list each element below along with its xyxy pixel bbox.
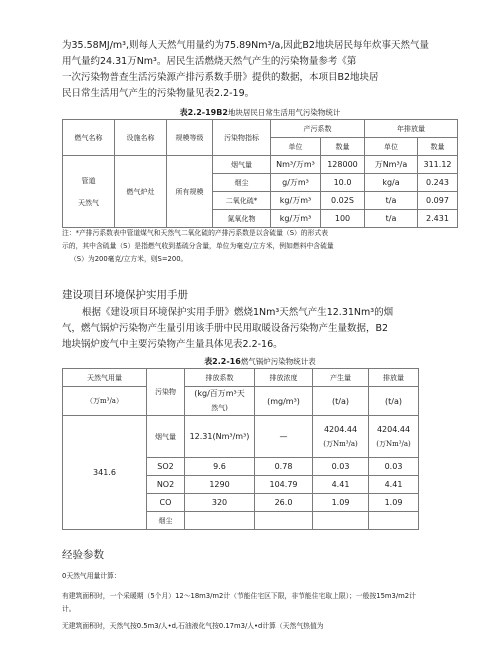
list-intro: 0天然气用量计算： (62, 572, 121, 580)
table1 (62, 119, 458, 228)
header-scale: 规模等级 (167, 120, 213, 156)
coef-unit-line: (kg/百万m³天 (194, 389, 245, 398)
table2-caption-number: 表2.2-16 (204, 357, 241, 366)
table2-caption (160, 356, 360, 367)
emit-cell: 0.03 (369, 458, 419, 476)
header-emission-coef: 产污系数 (271, 120, 365, 138)
coef-cell: 12.31(Nm³/m³) (185, 416, 255, 458)
empty-cell (313, 512, 369, 530)
empty-cell (369, 512, 419, 530)
paragraph-line: 根据《建设项目环境保护实用手册》燃烧1Nm³天然气产生12.31Nm³的烟 (82, 307, 394, 318)
header-conc: 排放浓度 (255, 369, 313, 387)
value-cell: 311.12 (418, 156, 458, 174)
paragraph-line: 民日常生活用气产生的污染物量见表2.2-19。 (62, 88, 255, 99)
header-produce: 产生量 (313, 369, 369, 387)
conc-cell: 26.0 (255, 494, 313, 512)
fuel-line: 天然气 (78, 198, 99, 207)
pollutant-cell: 烟尘 (147, 512, 185, 530)
emit-cell: 1.09 (369, 494, 419, 512)
value-cell: 0.097 (418, 192, 458, 210)
table2 (62, 368, 419, 530)
header-usage-unit: （万m³/a） (63, 387, 147, 416)
header-amount: 数量 (321, 138, 365, 156)
value-cell: 0.243 (418, 174, 458, 192)
produce-cell: 1.09 (313, 494, 369, 512)
unit-cell: kg/a (365, 174, 418, 192)
emit-cell: 4.41 (369, 476, 419, 494)
section-heading: 经验参数 (62, 549, 104, 561)
note-line: （S）为200毫克/立方米，则S=200。 (70, 255, 188, 263)
header-emit-unit: (t/a) (369, 387, 419, 416)
unit-cell: g/万m³ (271, 174, 321, 192)
coef-cell: 320 (185, 494, 255, 512)
unit-cell: t/a (365, 210, 418, 228)
header-coef-unit (185, 387, 255, 416)
value-cell: 100 (321, 210, 365, 228)
scale-cell: 所有规模 (167, 156, 213, 228)
produce-cell: 4.41 (313, 476, 369, 494)
unit-cell: kg/万m³ (271, 210, 321, 228)
fuel-cell (63, 156, 115, 228)
value-cell: 10.0 (321, 174, 365, 192)
produce-line: (万Nm³/a) (323, 439, 358, 448)
table2-caption-text: 燃气锅炉污染物统计表 (240, 357, 316, 366)
section-heading: 建设项目环境保护实用手册 (62, 289, 188, 301)
conc-cell: 0.78 (255, 458, 313, 476)
emit-line: (万Nm³/a) (376, 439, 411, 448)
coef-cell: 9.6 (185, 458, 255, 476)
indicator-cell: 氮氧化物 (213, 210, 271, 228)
emit-cell (369, 416, 419, 458)
value-cell: 2.431 (418, 210, 458, 228)
produce-cell (313, 416, 369, 458)
header-indicator: 污染物指标 (213, 120, 271, 156)
coef-cell: 1290 (185, 476, 255, 494)
header-equipment: 设施名称 (115, 120, 167, 156)
empty-cell (185, 512, 255, 530)
paragraph-line: 一次污染物普查生活污染源产排污系数手册》提供的数据，本项目B2地块居 (62, 72, 379, 83)
header-fuel: 燃气名称 (63, 120, 115, 156)
fuel-line: 管道 (81, 176, 96, 185)
paragraph-line: 用气量约24.31万Nm³。居民生活燃烧天然气产生的污染物量参考《第 (62, 56, 357, 67)
paragraph-line: 气，燃气锅炉污染物产生量引用该手册中民用取暖设备污染物产生量数据，B2 (62, 323, 389, 334)
table1-caption (160, 107, 360, 118)
unit-cell: Nm³/万m³ (271, 156, 321, 174)
note-line: 注：*产排污系数表中管道煤气和天然气二氧化硫的产排污系数是以含硫量（S）的形式表 (62, 229, 328, 237)
paragraph-line: 计。 (62, 605, 76, 613)
conc-cell: 104.79 (255, 476, 313, 494)
value-cell: 0.02S (321, 192, 365, 210)
empty-cell (255, 512, 313, 530)
note-line: 示的，其中含硫量（S）是指燃气收到基硫分含量，单位为毫克/立方米，例如燃料中含硫量 (62, 242, 334, 250)
header-amount: 数量 (418, 138, 458, 156)
produce-cell: 0.03 (313, 458, 369, 476)
value-cell: 128000 (321, 156, 365, 174)
header-pollutant: 污染物 (147, 369, 185, 416)
pollutant-cell: 烟气量 (147, 416, 185, 458)
paragraph-line: 为35.58MJ/m³,则每人天然气用量约为75.89Nm³/a,因此B2地块居民每年炊事天然气量 (62, 40, 429, 51)
header-produce-unit: (t/a) (313, 387, 369, 416)
coef-unit-line: 然气) (211, 404, 228, 412)
paragraph-line: 地块锅炉废气中主要污染物产生量具体见表2.2-16。 (62, 339, 283, 350)
header-coef: 排放系数 (185, 369, 255, 387)
header-emit: 排放量 (369, 369, 419, 387)
table-row (63, 416, 419, 458)
header-usage: 天然气用量 (63, 369, 147, 387)
usage-value-cell: 341.6 (63, 416, 147, 530)
emit-line: 4204.44 (376, 424, 411, 434)
table-header-row (63, 369, 419, 387)
header-annual: 年排放量 (365, 120, 458, 138)
paragraph-line: 无建筑面积时，天然气按0.5m3/人•d,石油液化气按0.17m3/人•d计算（天然气热值为 (62, 622, 324, 630)
unit-cell: kg/万m³ (271, 192, 321, 210)
indicator-cell: 二氧化硫* (213, 192, 271, 210)
unit-cell: 万Nm³/a (365, 156, 418, 174)
produce-line: 4204.44 (323, 424, 358, 434)
conc-cell: — (255, 416, 313, 458)
header-unit: 单位 (365, 138, 418, 156)
table-row (63, 156, 458, 174)
header-conc-unit: (mg/m³) (255, 387, 313, 416)
paragraph-line: 有建筑面积时，一个采暖期（5个月）12～18m3/m2计（节能住宅区下限，非节能住宅取上限）；一般按15m3/m2计 (62, 592, 416, 600)
pollutant-cell: CO (147, 494, 185, 512)
table-header-row (63, 120, 458, 138)
equipment-cell: 燃气炉灶 (115, 156, 167, 228)
unit-cell: t/a (365, 192, 418, 210)
pollutant-cell: SO2 (147, 458, 185, 476)
header-unit: 单位 (271, 138, 321, 156)
indicator-cell: 烟气量 (213, 156, 271, 174)
pollutant-cell: NO2 (147, 476, 185, 494)
table1-caption-number: 表2.2-19B2 (179, 108, 228, 117)
indicator-cell: 烟尘 (213, 174, 271, 192)
table1-caption-text: 地块居民日常生活用气污染物统计 (227, 108, 341, 117)
